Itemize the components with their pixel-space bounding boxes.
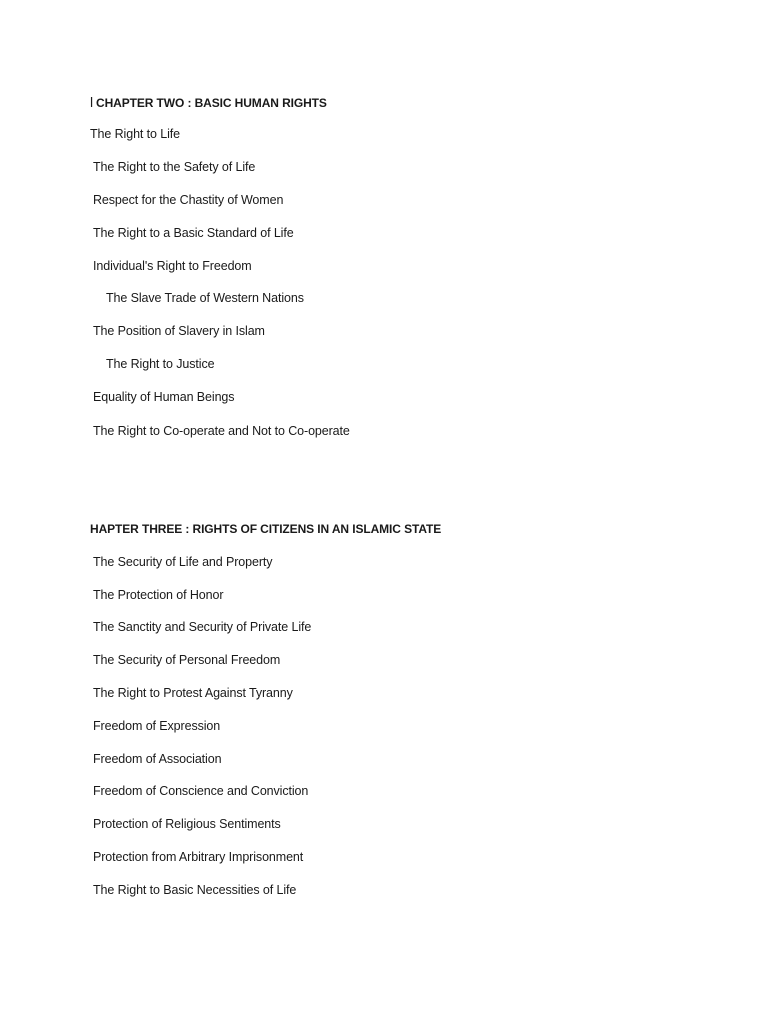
chapter-two-item: Equality of Human Beings xyxy=(93,390,235,404)
chapter-three-item: Protection of Religious Sentiments xyxy=(93,817,281,831)
chapter-two-marker: l xyxy=(90,94,94,110)
chapter-two-item: The Slave Trade of Western Nations xyxy=(106,291,304,305)
chapter-three-item: The Sanctity and Security of Private Life xyxy=(93,620,312,634)
chapter-three-heading: HAPTER THREE : RIGHTS OF CITIZENS IN AN ISLAMIC STATE xyxy=(90,522,442,536)
chapter-two-item: The Right to Justice xyxy=(106,357,215,371)
chapter-two-item: Individual's Right to Freedom xyxy=(93,259,252,273)
chapter-two-item: The Right to a Basic Standard of Life xyxy=(93,226,294,240)
chapter-three-item: The Right to Protest Against Tyranny xyxy=(93,686,293,700)
chapter-three-item: The Right to Basic Necessities of Life xyxy=(93,883,297,897)
chapter-two-item: The Position of Slavery in Islam xyxy=(93,324,265,338)
chapter-two-title: CHAPTER TWO : BASIC HUMAN RIGHTS xyxy=(96,96,327,110)
chapter-two-item: The Right to Life xyxy=(90,127,181,141)
chapter-three-item: Freedom of Association xyxy=(93,752,222,766)
chapter-three-item: Protection from Arbitrary Imprisonment xyxy=(93,850,304,864)
chapter-three-item: Freedom of Expression xyxy=(93,719,221,733)
chapter-three-item: Freedom of Conscience and Conviction xyxy=(93,784,309,798)
chapter-two-heading xyxy=(90,94,327,111)
chapter-two-item: The Right to the Safety of Life xyxy=(93,160,256,174)
chapter-three-item: The Security of Life and Property xyxy=(93,555,273,569)
chapter-three-item: The Protection of Honor xyxy=(93,588,224,602)
chapter-two-item: Respect for the Chastity of Women xyxy=(93,193,284,207)
chapter-two-item: The Right to Co-operate and Not to Co-operate xyxy=(93,424,350,438)
chapter-three-item: The Security of Personal Freedom xyxy=(93,653,281,667)
